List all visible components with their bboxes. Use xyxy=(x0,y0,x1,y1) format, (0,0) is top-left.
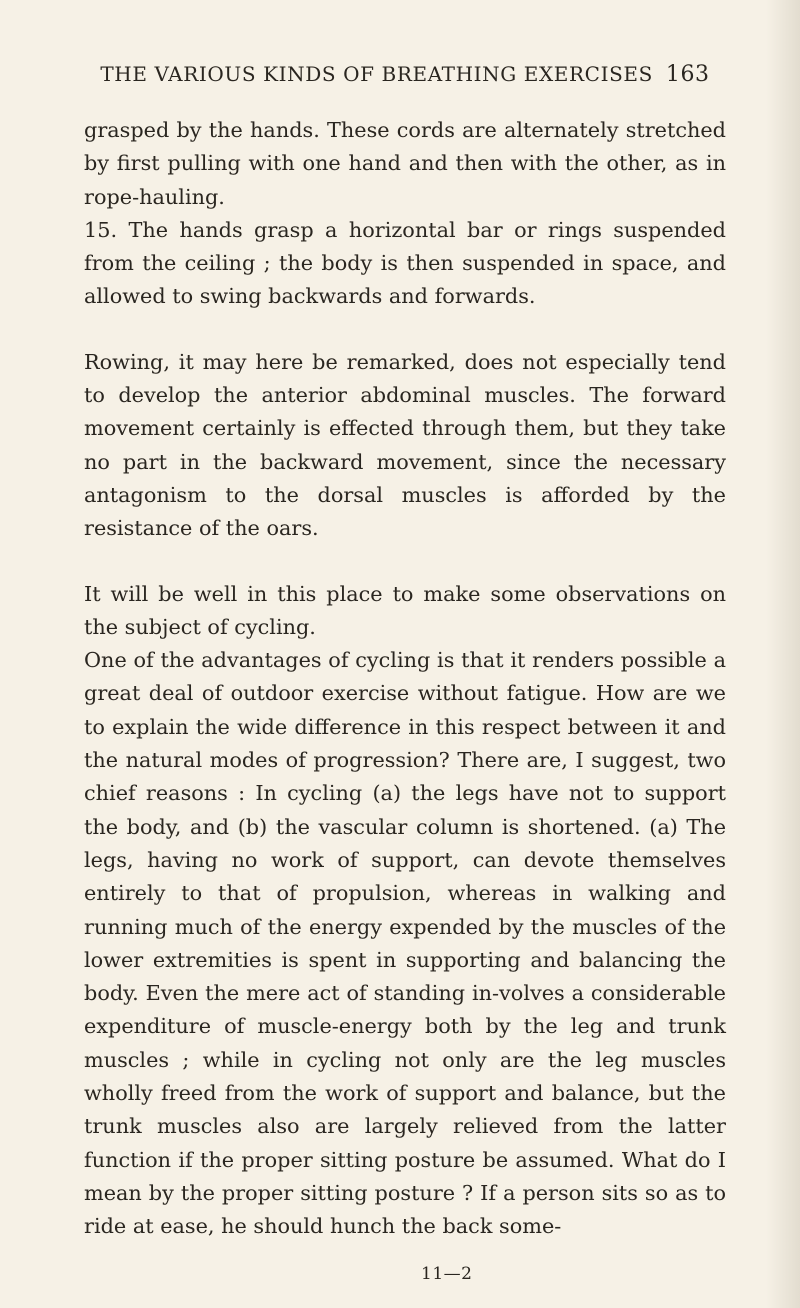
running-head xyxy=(84,62,726,87)
paragraph-exercise-15: 15. The hands grasp a horizontal bar or rings suspended from the ceiling ; the body is then suspended in space, and allowed to swing backwards and forwards. xyxy=(84,217,726,309)
paragraph-cycling-intro: It will be well in this place to make some observations on the subject of cycling. xyxy=(84,581,726,639)
page-number: 163 xyxy=(665,62,710,87)
body-text xyxy=(84,114,726,1244)
paragraph-rope-hauling: grasped by the hands. These cords are alternately stretched by first pulling with one hand and then with the other, as in rope-hauling. xyxy=(84,118,726,209)
paragraph-cycling-advantages: One of the advantages of cycling is that it renders possible a great deal of outdoor exercise without fatigue. How are we to explain the wide difference in this respect between it and the natural modes of progression? There are, I suggest, two chief reasons : In cycling (a) the legs have not to support the body, and (b) the vascular column is shortened. (a) The legs, having no work of support, can devote themselves entirely to that of propulsion, whereas in walking and running much of the energy expended by the muscles of the lower extremities is spent in supporting and balancing the body. Even the mere act of standing in-volves a considerable expenditure of muscle-energy both by the leg and trunk muscles ; while in cycling not only are the leg muscles wholly freed from the work of support and balance, but the trunk muscles also are largely relieved from the latter function if the proper sitting posture be assumed. What do I mean by the proper sitting posture ? If a person sits so as to ride at ease, he should hunch the back some- xyxy=(84,648,726,1239)
paragraph-rowing: Rowing, it may here be remarked, does not especially tend to develop the anterior abdominal muscles. The forward movement certainly is effected through them, but they take no part in the backward movement, since the necessary antagonism to the dorsal muscles is afforded by the resistance of the oars. xyxy=(84,349,726,541)
page-edge-shadow xyxy=(766,0,800,1308)
running-head-title: THE VARIOUS KINDS OF BREATHING EXERCISES xyxy=(100,62,653,86)
signature-mark: 11—2 xyxy=(421,1264,473,1284)
